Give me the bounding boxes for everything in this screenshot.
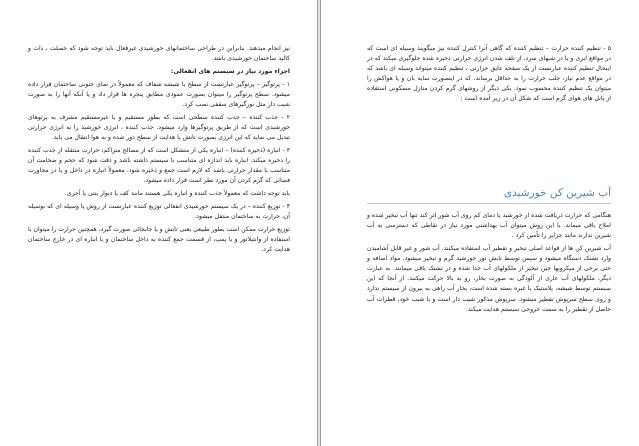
right-paragraph: هنگامی که حرارت دریافت شده از خورشید یا دمای کم روی آب شور اثر کند تنها آب تبخیر شده و املاح باقی میماند. با این روش میتوان آب بهداشتی مورد نیاز در نقاطی که دسترسی به آب شیرین ندارند مانند جزایر را تأمین کرد .	[367, 212, 611, 240]
right-paragraph: ۵ - تنظیم کننده حرارت – تنظیم کننده که گاهی آنرا کنترل کننده نیز میگویند وسیله ای است که در مواقع ابری و یا در شبهای سرد، از تلف شدن انرژی حرارتی ذخیره شده جلوگیری میکند که در اینحال تنظیم کننده عبارتست از یک صفحه عایق حرارتی ، تنظیم کننده میتواند وسیله ای باشد که در مواقع عدم نیاز، جلب حرارت را به حداقل برساند، که در اینصورت سایه بان و یا هواکش را میتوان یک تنظیم کننده محسوب نمود. یکی دیگر از روشهای گرم کردن منازل مسکونی استفاده از پانل های هوای گرم است که شکل آن در زیر آمده است :	[367, 45, 611, 103]
left-page	[0, 0, 318, 446]
left-subheading: اجزاء مورد نیاز در سیستم های انفعالی:	[170, 67, 290, 75]
left-paragraph: نیز انجام میدهند. بنابراین در طراحی ساختمانهای خورشیدی غیرفعال باید توجه شود که خصلت ، ذات و کالبد ساختمان خورشیدی باشد.	[28, 45, 290, 63]
left-paragraph: ٢ - جذب کننده – جذب کننده سطحی است که بطور مستقیم و یا غیرمستقیم مشرف به پرتوهای خورشیدی است که از طریق پرتوگیرها وارد میشود. جذب کننده ، انرژی خورشید را به انرژی حرارتی تبدیل می نماید که این انرژی بصورت تابش یا هدایت از سطح دور شده و به هوا انتقال می یابد.	[28, 113, 290, 142]
section-heading: آب شیرین کن خورشیدی	[503, 187, 611, 199]
right-page	[320, 0, 639, 446]
left-paragraph: باید توجه داشت که معمولاً جذب کننده و انباره یکی هستند مانند کف یا دیوار بتنی یا آجری.	[64, 190, 290, 198]
left-paragraph: ١ - پرتوگیر – پرتوگیر عبارتست از سطح یا شیشه شفاف که معمولاً در نمای جنوبی ساختمان قرار داده میشود. سطح پرتوگیر را میتوان بصورت عمودی مطابق پنجره ها قرار داد و یا آنکه آنها را به صورت شیب دار مثل نورگیرهای سقفی نصب کرد.	[28, 80, 290, 109]
right-paragraph: آب شیرین کن ها از قواعد اصلی تبخیر و تقطیر آب استفاده میکنند. آب شور و غیر قابل آشامیدن وارد تشتک دستگاه میشود و سپس توسط تابش نور خورشید گرم و تبخیر میشود. مواد اضافه و حتی برخی از میکروبها حین تبخیر از ملکولهای آب جدا شده و در تشتک باقی میمانند. به عبارت دیگر، ملکولهای آب عاری از آلودگی به صورت بخار، رو به بالا حرکت میکنند. از آنجا که این سیستم توسط شیشه، پلاستیک یا غیره بسته شده است، بخار آب راهی به بیرون از سیستم ندارد و روی سطح سرپوش تقطیر میشود. سرپوش مذکور شیب دار است و با شیب خود، قطرات آب حاصل از تقطیر را به سمت خروجی سیستم هدایت میکند.	[367, 245, 611, 313]
left-paragraph: توزیع حرارت ممکن است بطور طبیعی یعنی تابش و یا جابجائی صورت گیرد، همچنین حرارت را میتوان با استفاده از وانتیلاتور و یا پمپ، از قسمت جمع کننده به داخل ساختمان و یا انباره ای در خارج ساختمان هدایت کرد.	[28, 226, 290, 254]
right-page-section	[367, 211, 611, 318]
left-paragraph: ۴ - توزیع کننده – در یک سیستم خورشیدی انفعالی توزیع کننده عبارتست از روش یا وسیله ای که بوسیله آن، حرارت به ساختمان منتقل میشود.	[28, 203, 290, 221]
heading-divider	[367, 203, 611, 204]
left-page-text	[28, 44, 290, 258]
right-page-intro	[367, 44, 611, 107]
left-paragraph: ٣ - انباره (ذخیره کننده) – انباره یکی از متشکل است که از مصالح متراکم، حرارت منتقله از جذب کننده را ذخیره میکند. انباره باید اندازه ای متناسب با سیستم داشته باشد و دقت شود که حجم و ضخامت آن متناسب با مقدار حرارتی باشد که لازم است جمع و ذخیره شود. معمولاً انباره در داخل و یا در مجاورت فضائی که گرم کردن آن مورد نظر است قرار داده میشود.	[28, 147, 290, 185]
